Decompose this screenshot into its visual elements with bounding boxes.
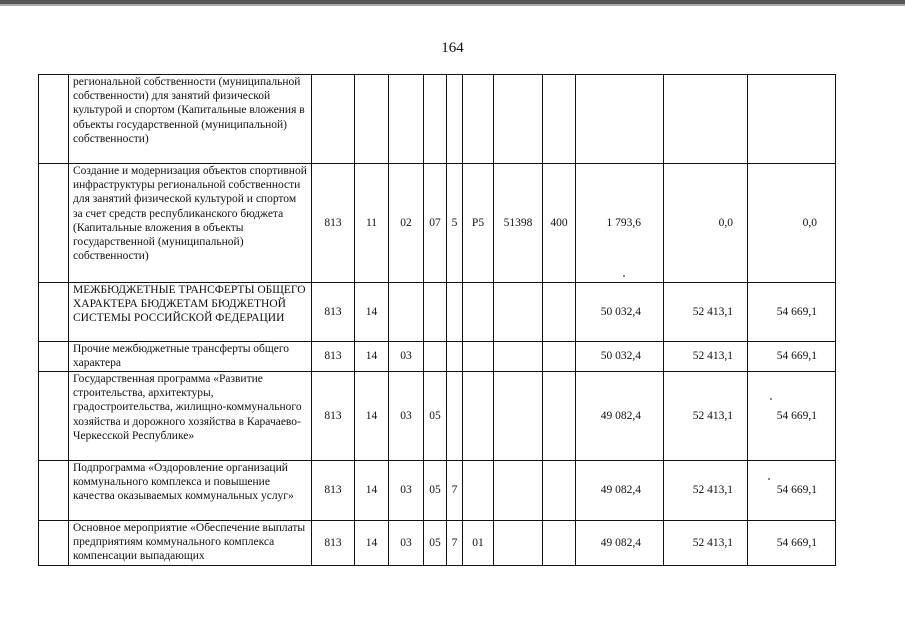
amount-year-2: 0,0 [664,164,748,283]
code-subsection [389,283,424,342]
amount-year-2: 52 413,1 [664,283,748,342]
amount-year-1: 49 082,4 [576,461,664,521]
table-row [39,283,836,342]
amount-year-3: 54 669,1 [748,283,836,342]
code-ministry: 813 [312,521,355,566]
amount-year-1: 49 082,4 [576,372,664,461]
code-subprogram [447,75,463,164]
code-subprogram: 5 [447,164,463,283]
amount-year-2 [664,75,748,164]
amount-year-3: 54 669,1 [748,521,836,566]
row-index-cell [39,372,69,461]
scan-speck [770,398,772,400]
amount-year-1: 50 032,4 [576,283,664,342]
code-section [355,75,389,164]
code-section: 14 [355,372,389,461]
code-subsection: 03 [389,521,424,566]
code-subprogram: 7 [447,521,463,566]
code-program: 07 [424,164,447,283]
amount-year-3: 54 669,1 [748,372,836,461]
scan-top-edge-shadow [0,4,905,6]
row-index-cell [39,461,69,521]
code-program [424,342,447,372]
code-event [463,461,494,521]
amount-year-3: 0,0 [748,164,836,283]
amount-year-2: 52 413,1 [664,461,748,521]
row-index-cell [39,75,69,164]
amount-year-2: 52 413,1 [664,342,748,372]
code-event [463,283,494,342]
amount-year-2: 52 413,1 [664,521,748,566]
amount-year-1 [576,75,664,164]
amount-year-1: 49 082,4 [576,521,664,566]
code-ministry [312,75,355,164]
scan-speck [768,478,770,480]
table-row [39,372,836,461]
item-name: Прочие межбюджетные трансферты общего характера [69,342,312,372]
code-expense-type [543,75,576,164]
code-ministry: 813 [312,372,355,461]
code-event: 01 [463,521,494,566]
row-index-cell [39,521,69,566]
item-name: Государственная программа «Развитие строительства, архитектуры, градостроительства, жилищно-коммунального хозяйства и дорожного хозяйства в Карачаево-Черкесской Республике» [69,372,312,461]
code-subprogram [447,342,463,372]
code-program: 05 [424,372,447,461]
code-program: 05 [424,521,447,566]
code-section: 14 [355,283,389,342]
code-subprogram: 7 [447,461,463,521]
code-direction [494,342,543,372]
code-program: 05 [424,461,447,521]
code-program [424,283,447,342]
amount-year-2: 52 413,1 [664,372,748,461]
code-event [463,342,494,372]
row-index-cell [39,164,69,283]
item-name: региональной собственности (муниципальной собственности) для занятий физической культурой и спортом (Капитальные вложения в объекты государственной (муниципальной) собственности) [69,75,312,164]
table-row [39,461,836,521]
code-subsection: 03 [389,372,424,461]
code-subsection [389,75,424,164]
code-subprogram [447,372,463,461]
row-index-cell [39,342,69,372]
code-section: 14 [355,342,389,372]
table-row [39,164,836,283]
row-index-cell [39,283,69,342]
table-row [39,342,836,372]
code-expense-type [543,372,576,461]
amount-year-3: 54 669,1 [748,342,836,372]
amount-year-1: 50 032,4 [576,342,664,372]
code-event [463,75,494,164]
amount-year-3 [748,75,836,164]
item-name: МЕЖБЮДЖЕТНЫЕ ТРАНСФЕРТЫ ОБЩЕГО ХАРАКТЕРА БЮДЖЕТАМ БЮДЖЕТНОЙ СИСТЕМЫ РОССИЙСКОЙ ФЕДЕРАЦИИ [69,283,312,342]
code-ministry: 813 [312,461,355,521]
table-row [39,75,836,164]
code-ministry: 813 [312,342,355,372]
code-ministry: 813 [312,283,355,342]
code-expense-type: 400 [543,164,576,283]
page-number: 164 [441,40,464,56]
item-name: Основное мероприятие «Обеспечение выплаты предприятиям коммунального комплекса компенсации выпадающих [69,521,312,566]
code-subsection: 02 [389,164,424,283]
code-event: P5 [463,164,494,283]
code-direction [494,283,543,342]
code-section: 11 [355,164,389,283]
code-expense-type [543,461,576,521]
budget-table [38,74,836,566]
code-expense-type [543,521,576,566]
scan-speck [623,275,625,277]
code-direction [494,372,543,461]
code-expense-type [543,283,576,342]
code-direction [494,461,543,521]
code-subprogram [447,283,463,342]
code-direction [494,75,543,164]
code-direction [494,521,543,566]
amount-year-1: 1 793,6 [576,164,664,283]
code-section: 14 [355,521,389,566]
amount-year-3: 54 669,1 [748,461,836,521]
table-body [39,75,836,566]
code-direction: 51398 [494,164,543,283]
code-event [463,372,494,461]
code-expense-type [543,342,576,372]
code-ministry: 813 [312,164,355,283]
item-name: Создание и модернизация объектов спортивной инфраструктуры региональной собственности для занятий физической культурой и спортом за счет средств республиканского бюджета (Капитальные вложения в объекты государственной (муниципальной) собственности) [69,164,312,283]
table-row [39,521,836,566]
code-subsection: 03 [389,461,424,521]
code-section: 14 [355,461,389,521]
code-subsection: 03 [389,342,424,372]
item-name: Подпрограмма «Оздоровление организаций коммунального комплекса и повышение качества оказываемых коммунальных услуг» [69,461,312,521]
code-program [424,75,447,164]
